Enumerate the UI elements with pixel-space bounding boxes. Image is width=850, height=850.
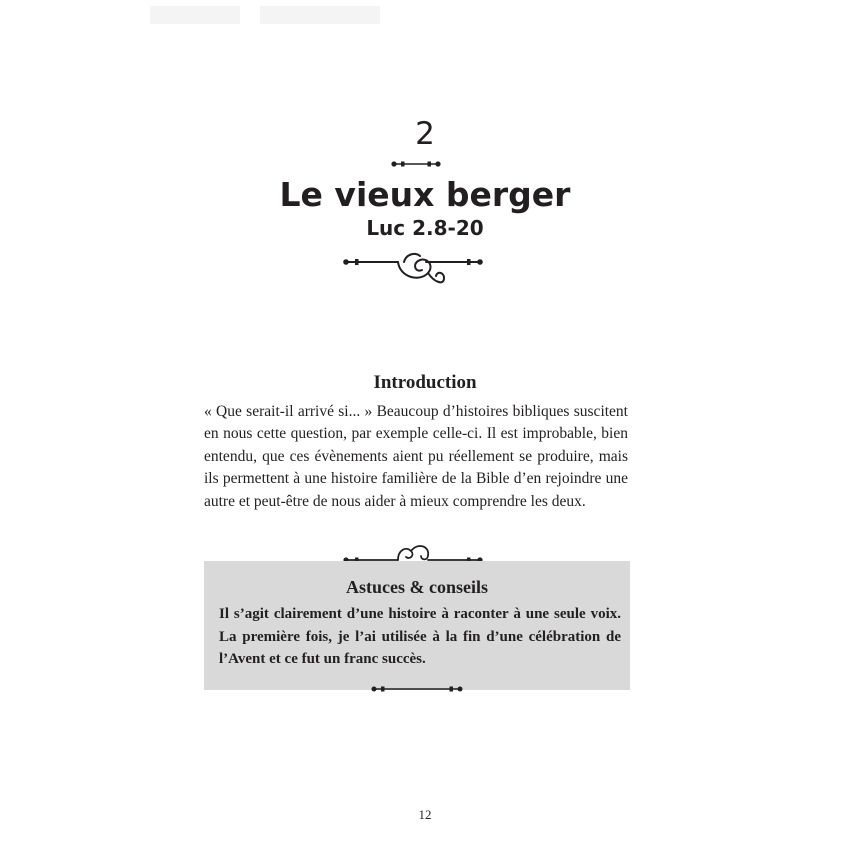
introduction-heading: Introduction — [373, 372, 477, 393]
bleed-through-shadow — [150, 0, 410, 30]
tips-box — [204, 561, 630, 690]
introduction-paragraph: « Que serait-il arrivé si... » Beaucoup d’histoires bibliques suscitent en nous cette question, par exemple celle-ci. Il est improbable, bien entendu, que ces évènements aient pu réellement se produire, mais ils permettent à une histoire familière de la Bible d’en rejoindre une autre et peut-être de nous aider à mieux comprendre les deux. — [204, 403, 628, 510]
chapter-number: 2 — [415, 116, 435, 152]
ornament-divider-icon — [370, 683, 464, 695]
introduction-text — [204, 401, 628, 513]
tips-heading: Astuces & conseils — [346, 577, 488, 597]
page-number: 12 — [418, 807, 432, 822]
chapter-title: Le vieux berger — [279, 175, 571, 214]
tips-paragraph: Il s’agit clairement d’une histoire à raconter à une seule voix. La première fois, je l’ai utilisée à la fin d’une célébration de l’Avent et ce fut un franc succès. — [219, 606, 621, 667]
swirl-ornament-icon — [340, 246, 486, 292]
scripture-reference: Luc 2.8-20 — [366, 216, 484, 240]
tips-text — [219, 603, 621, 671]
ornament-divider-icon — [390, 157, 442, 171]
